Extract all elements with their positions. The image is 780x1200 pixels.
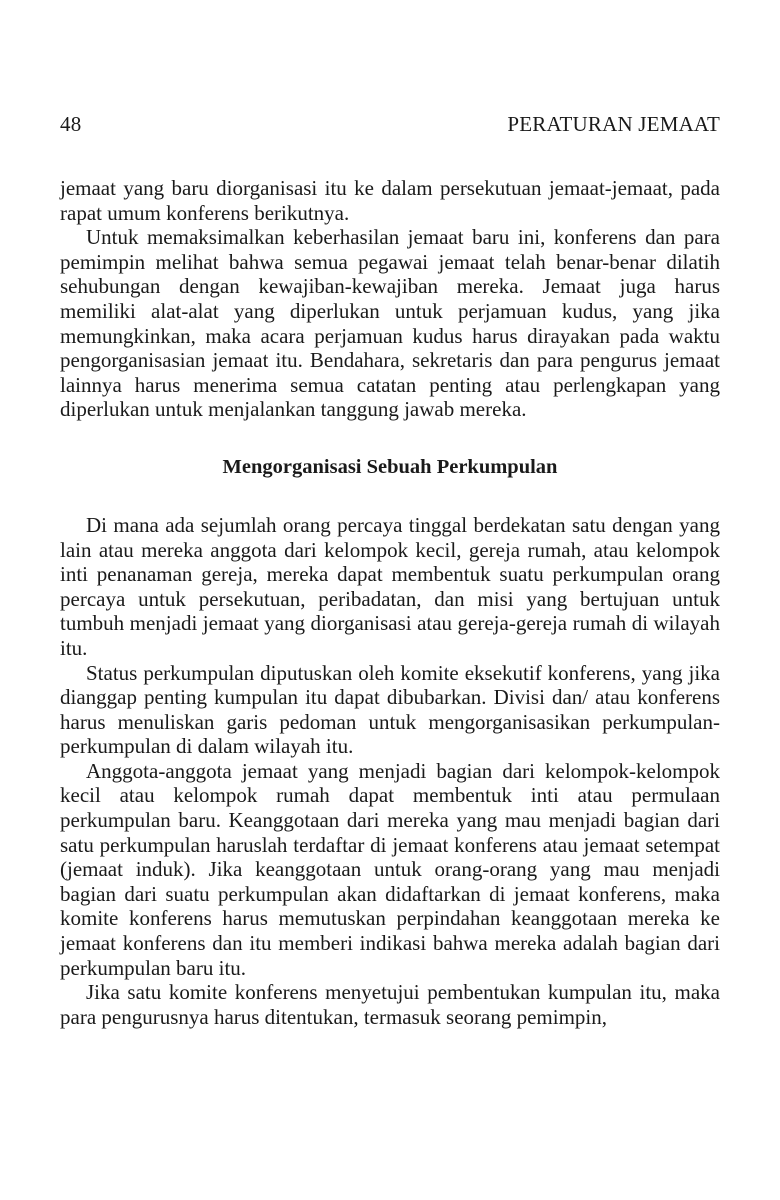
running-header bbox=[60, 112, 720, 146]
page-number: 48 bbox=[60, 112, 82, 136]
paragraph: Untuk memaksimalkan keberhasilan jemaat baru ini, konferens dan para pemimpin melihat bahwa semua pegawai jemaat telah benar-benar dilatih sehubungan dengan kewajiban-kewajiban mereka. Jemaat juga harus memiliki alat-alat yang diperlukan untuk perjamuan kudus, yang jika memungkinkan, maka acara perjamuan kudus harus dirayakan pada waktu pengorganisasian jemaat itu. Bendahara, sekretaris dan para pengurus jemaat lainnya harus menerima semua catatan penting atau perlengkapan yang diperlukan untuk menjalankan tanggung jawab mereka. bbox=[60, 225, 720, 422]
paragraph: Di mana ada sejumlah orang percaya tinggal berdekatan satu dengan yang lain atau mereka anggota dari kelompok kecil, gereja rumah, atau kelompok inti penanaman gereja, mereka dapat membentuk suatu perkumpulan orang percaya untuk persekutuan, peribadatan, dan misi yang bertujuan untuk tumbuh menjadi jemaat yang diorganisasi atau gereja-gereja rumah di wilayah itu. bbox=[60, 512, 720, 660]
paragraph: Jika satu komite konferens menyetujui pembentukan kumpulan itu, maka para pengurusnya harus ditentukan, termasuk seorang pemimpin, bbox=[60, 980, 720, 1029]
running-title: PERATURAN JEMAAT bbox=[507, 112, 720, 136]
body-text bbox=[60, 176, 720, 1029]
paragraph: Anggota-anggota jemaat yang menjadi bagian dari kelompok-kelompok kecil atau kelompok rumah dapat membentuk inti atau permulaan perkumpulan baru. Keanggotaan dari mereka yang mau menjadi bagian dari satu perkumpulan haruslah terdaftar di jemaat konferens atau jemaat setempat (jemaat induk). Jika keanggotaan untuk orang-orang yang mau menjadi bagian dari suatu perkumpulan akan didaftarkan di jemaat konferens, maka komite konferens harus memutuskan perpindahan keanggotaan mereka ke jemaat konferens dan itu memberi indikasi bahwa mereka adalah bagian dari perkumpulan baru itu. bbox=[60, 758, 720, 980]
paragraph: Status perkumpulan diputuskan oleh komite eksekutif konferens, yang jika dianggap penting kumpulan itu dapat dibubarkan. Divisi dan/ atau konferens harus menuliskan garis pedoman untuk mengorganisasikan perkumpulan-perkumpulan di dalam wilayah itu. bbox=[60, 660, 720, 759]
paragraph-continuation: jemaat yang baru diorganisasi itu ke dalam persekutuan jemaat-jemaat, pada rapat umum konferens berikutnya. bbox=[60, 176, 720, 225]
section-heading: Mengorganisasi Sebuah Perkumpulan bbox=[222, 455, 558, 478]
book-page bbox=[60, 112, 720, 1029]
